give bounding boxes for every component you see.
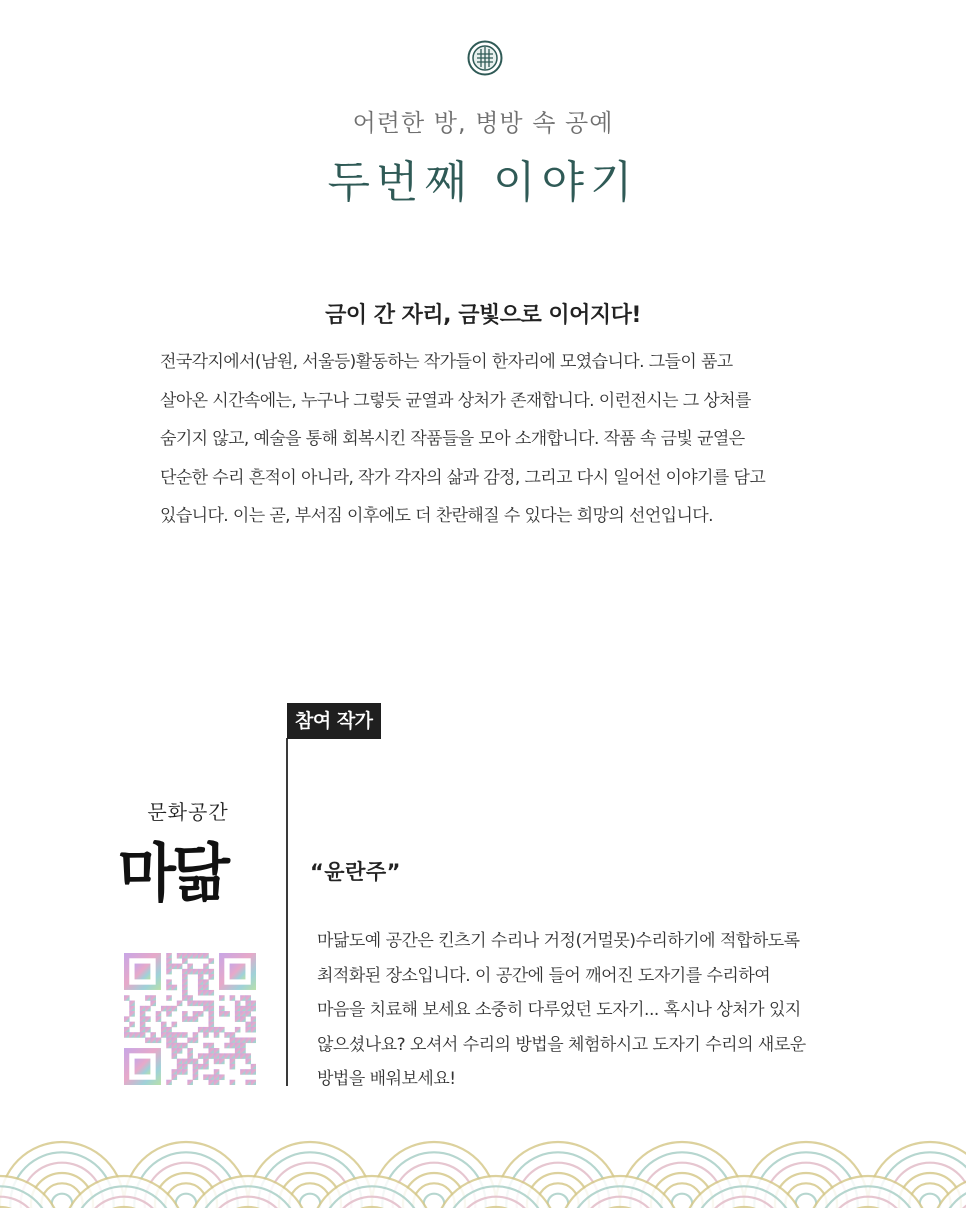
brand-logo-text: 마닮 bbox=[118, 837, 226, 911]
section-divider-line bbox=[286, 738, 288, 1086]
description-line: 마닮도예 공간은 킨츠기 수리나 거정(거멀못)수리하기에 적합하도록 bbox=[317, 931, 800, 951]
description-line: 방법을 배워보세요! bbox=[317, 1069, 456, 1089]
page-title: 두번째 이야기 bbox=[327, 157, 639, 208]
description-line: 최적화된 장소입니다. 이 공간에 들어 깨어진 도자기를 수리하여 bbox=[317, 965, 771, 986]
seigaiha-wave-pattern-icon bbox=[0, 1138, 966, 1208]
lattice-window-emblem-icon bbox=[467, 40, 503, 76]
brand-subtitle: 문화공간 bbox=[147, 800, 229, 824]
intro-line: 있습니다. 이는 곧, 부서짐 이후에도 더 찬란해질 수 있다는 희망의 선언입니다. bbox=[160, 506, 713, 526]
intro-line: 살아온 시간속에는, 누구나 그렇듯 균열과 상처가 존재합니다. 이런전시는 그 상처를 bbox=[160, 390, 751, 411]
artist-name: “윤란주” bbox=[310, 860, 401, 884]
intro-line: 숨기지 않고, 예술을 통해 회복시킨 작품들을 모아 소개합니다. 작품 속 금빛 균열은 bbox=[160, 429, 745, 449]
artist-description bbox=[317, 924, 857, 1097]
description-line: 마음을 치료해 보세요 소중히 다루었던 도자기... 혹시나 상처가 있지 bbox=[317, 1000, 801, 1020]
section-headline: 금이 간 자리, 금빛으로 이어지다! bbox=[325, 303, 641, 328]
qr-code-icon[interactable] bbox=[124, 953, 256, 1085]
page-subtitle: 어련한 방, 병방 속 공예 bbox=[352, 109, 614, 137]
description-line: 않으셨나요? 오셔서 수리의 방법을 체험하시고 도자기 수리의 새로운 bbox=[317, 1034, 806, 1055]
intro-line: 단순한 수리 흔적이 아니라, 작가 각자의 삶과 감정, 그리고 다시 일어선 이야기를 담고 bbox=[160, 467, 766, 488]
intro-paragraph bbox=[160, 343, 820, 536]
participants-tag: 참여 작가 bbox=[287, 703, 381, 739]
intro-line: 전국각지에서(남원, 서울등)활동하는 작가들이 한자리에 모였습니다. 그들이 품고 bbox=[160, 352, 733, 372]
